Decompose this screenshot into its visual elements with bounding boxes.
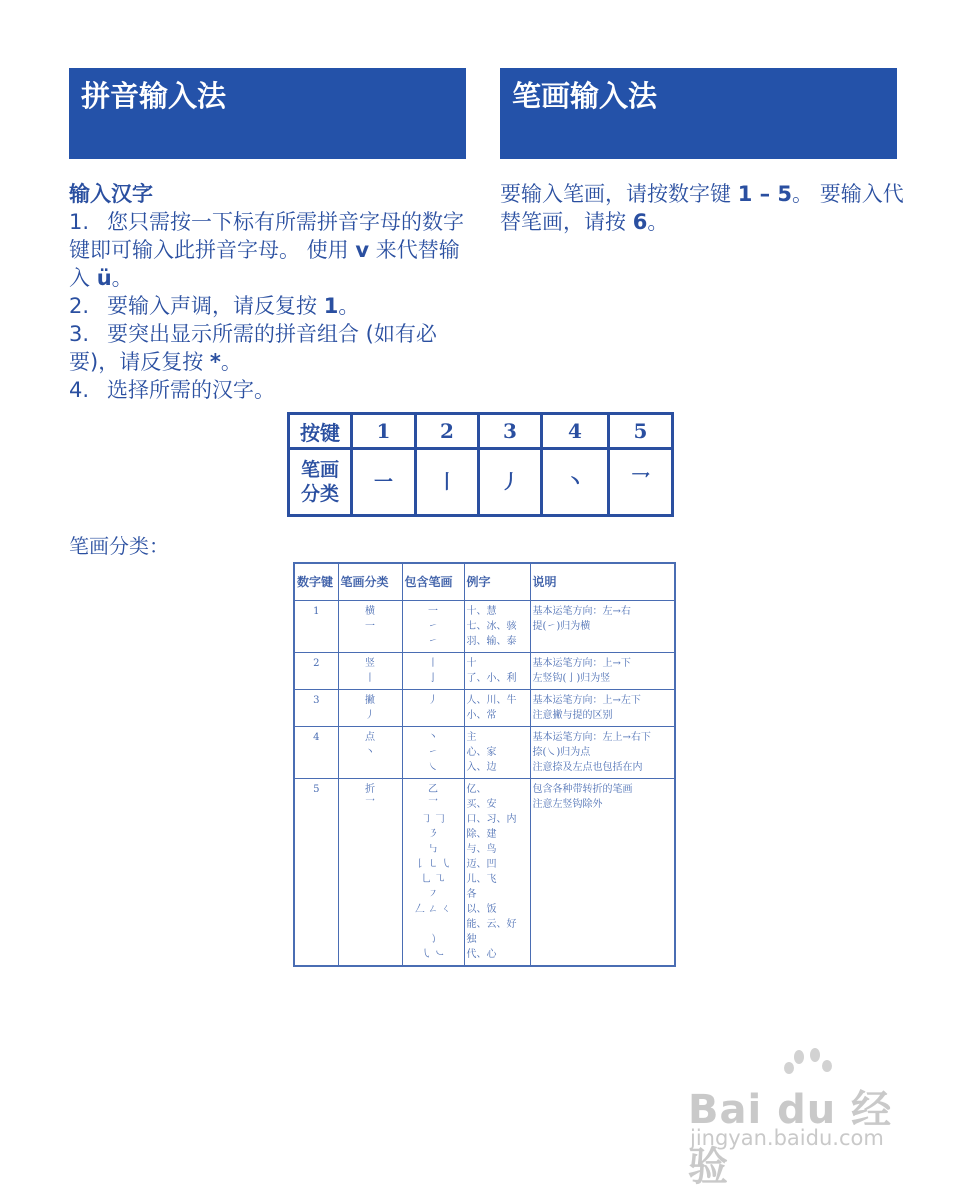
- step-text: 来代替输入: [69, 238, 460, 290]
- example-chars-cell: [464, 653, 530, 690]
- note-cell: [530, 653, 675, 690]
- cell-line: 心、家: [466, 747, 497, 758]
- stroke-classification-table: [293, 562, 676, 967]
- cell-line: 5: [313, 784, 320, 795]
- table-row: [294, 601, 675, 653]
- step-text: 您只需按一下标有所需拼音字母的数字键即可输入此拼音字母。 使用: [69, 210, 464, 262]
- stroke-cell: 乛: [609, 449, 673, 516]
- cell-line: 3: [313, 695, 320, 706]
- example-chars-cell: [464, 601, 530, 653]
- cell-line: 七、冰、骇: [466, 621, 517, 632]
- stroke-class-header: [289, 449, 352, 516]
- cell-line: 基本运笔方向：上→左下: [532, 695, 641, 706]
- cell-line: 乛: [428, 799, 438, 810]
- stroke-cell: 一: [352, 449, 416, 516]
- input-chinese-heading: 输入汉字: [69, 182, 153, 206]
- cell-line: ㇆ 𠃌: [421, 814, 445, 825]
- stroke-instruction: 。 要输入代替笔画，请按: [500, 182, 904, 234]
- example-chars-cell: [464, 690, 530, 727]
- included-strokes-cell: [402, 727, 464, 779]
- step-2: [69, 292, 469, 320]
- key-stroke-table: [287, 412, 674, 517]
- cell-line: 捺(㇏)归为点: [532, 747, 591, 758]
- stroke-class-header-line1: 笔画: [300, 459, 339, 481]
- key-number-cell: [294, 690, 338, 727]
- cell-line: 丿: [365, 710, 375, 721]
- cell-line: ㇀: [428, 747, 438, 758]
- note-cell: [530, 779, 675, 967]
- cell-line: 注意捺及左点也包括在内: [532, 762, 643, 773]
- cell-line: 了、小、利: [466, 673, 517, 684]
- cell-line: 4: [313, 732, 320, 743]
- table-body: [294, 601, 675, 967]
- example-chars-cell: [464, 779, 530, 967]
- step-key: ü: [96, 266, 112, 290]
- cell-line: 𠃋 ㄥ ㄑ: [414, 904, 452, 915]
- key-cell: 5: [609, 414, 673, 449]
- stroke-class-cell: [338, 653, 402, 690]
- step-3: [69, 320, 469, 376]
- cell-line: 基本运笔方向：上→下: [532, 658, 631, 669]
- cell-line: 亿、: [466, 784, 487, 795]
- key-cell: 2: [416, 414, 479, 449]
- cell-line: 丨: [365, 673, 375, 684]
- stroke-class-cell: [338, 690, 402, 727]
- cell-line: 丶: [365, 747, 375, 758]
- cell-line: 主: [466, 732, 477, 743]
- stroke-classification-label: 笔画分类：: [69, 534, 169, 558]
- cell-line: ㇂ ㇃: [421, 949, 445, 960]
- step-text: 要突出显示所需的拼音组合 (如有必要)，请反复按: [69, 322, 437, 374]
- stroke-instruction: 。: [647, 210, 669, 234]
- cell-line: 十、慧: [466, 606, 497, 617]
- cell-line: 与、鸟: [466, 844, 497, 855]
- cell-line: 提(㇀)归为横: [532, 621, 591, 632]
- stroke-cell: 丨: [416, 449, 479, 516]
- column-header: 例字: [464, 563, 530, 601]
- pinyin-input-banner: 拼音输入法: [69, 68, 466, 159]
- cell-line: ㇇: [428, 889, 438, 900]
- cell-line: 乛: [365, 799, 375, 810]
- alt-stroke-key: 6: [632, 210, 648, 234]
- column-header: 包含笔画: [402, 563, 464, 601]
- cell-line: 竖: [365, 658, 375, 669]
- cell-line: ㇏: [428, 762, 438, 773]
- stroke-class-cell: [338, 727, 402, 779]
- included-strokes-cell: [402, 690, 464, 727]
- watermark-logo-text: Bai du 经验: [688, 1087, 893, 1190]
- key-cell: 1: [352, 414, 416, 449]
- step-text: 选择所需的汉字。: [107, 378, 275, 402]
- stroke-cell: 丿: [479, 449, 542, 516]
- step-key: 1: [323, 294, 339, 318]
- cell-line: 横: [365, 606, 375, 617]
- cell-line: 乚 ㇈: [421, 874, 445, 885]
- key-number-cell: [294, 601, 338, 653]
- cell-line: 注意左竖钩除外: [532, 799, 603, 810]
- cell-line: 乙: [428, 784, 438, 795]
- cell-line: ㇀: [428, 636, 438, 647]
- cell-line: 能、云、好: [466, 919, 517, 930]
- cell-line: 十: [466, 658, 477, 669]
- key-header: 按键: [289, 414, 352, 449]
- step-number: 4.: [69, 378, 90, 402]
- stroke-instruction: 要输入笔画，请按数字键: [500, 182, 738, 206]
- stroke-class-cell: [338, 779, 402, 967]
- cell-line: ㇁: [428, 934, 438, 945]
- step-number: 1.: [69, 210, 90, 234]
- cell-line: 亅: [428, 673, 438, 684]
- cell-line: 以、饭: [466, 904, 497, 915]
- cell-line: 基本运笔方向：左→右: [532, 606, 631, 617]
- cell-line: 除、建: [466, 829, 497, 840]
- cell-line: [405, 917, 462, 932]
- note-cell: [530, 601, 675, 653]
- included-strokes-cell: [402, 779, 464, 967]
- cell-line: ㇋: [428, 829, 438, 840]
- included-strokes-cell: [402, 601, 464, 653]
- cell-line: 小、常: [466, 710, 497, 721]
- cell-line: 买、安: [466, 799, 497, 810]
- step-text: 。: [338, 294, 360, 318]
- step-4: [69, 376, 469, 404]
- cell-line: 儿、飞: [466, 874, 497, 885]
- cell-line: ㇉: [428, 844, 438, 855]
- table-row: [294, 653, 675, 690]
- key-number-cell: [294, 653, 338, 690]
- cell-line: 左竖钩(亅)归为竖: [532, 673, 611, 684]
- key-cell: 3: [479, 414, 542, 449]
- cell-line: 丶: [428, 732, 438, 743]
- cell-line: 点: [365, 732, 375, 743]
- step-text: 。: [111, 266, 133, 290]
- stroke-input-banner: 笔画输入法: [500, 68, 897, 159]
- stroke-class-cell: [338, 601, 402, 653]
- cell-line: 代、心: [466, 949, 497, 960]
- cell-line: 羽、输、泰: [466, 636, 517, 647]
- cell-line: 各: [466, 889, 477, 900]
- example-chars-cell: [464, 727, 530, 779]
- note-cell: [530, 690, 675, 727]
- watermark-url: jingyan.baidu.com: [690, 1126, 884, 1150]
- table-row: [294, 690, 675, 727]
- step-text: 。: [220, 350, 242, 374]
- stroke-cell: 丶: [542, 449, 609, 516]
- cell-line: 折: [365, 784, 375, 795]
- cell-line: 迈、凹: [466, 859, 497, 870]
- step-text: 要输入声调，请反复按: [107, 294, 324, 318]
- step-number: 3.: [69, 322, 90, 346]
- column-header: 笔画分类: [338, 563, 402, 601]
- table-row: [294, 727, 675, 779]
- note-cell: [530, 727, 675, 779]
- cell-line: 注意撇与提的区别: [532, 710, 613, 721]
- key-number-cell: [294, 779, 338, 967]
- step-1: [69, 208, 469, 292]
- stroke-section: [500, 180, 905, 236]
- cell-line: 独: [466, 934, 477, 945]
- pinyin-section: [69, 180, 469, 404]
- cell-line: 撇: [365, 695, 375, 706]
- column-header: 数字键: [294, 563, 338, 601]
- cell-line: 基本运笔方向：左上→右下: [532, 732, 651, 743]
- cell-line: 入、边: [466, 762, 497, 773]
- cell-line: 人、川、牛: [466, 695, 517, 706]
- stroke-class-header-line2: 分类: [300, 483, 339, 505]
- cell-line: 口、习、内: [466, 814, 517, 825]
- included-strokes-cell: [402, 653, 464, 690]
- key-cell: 4: [542, 414, 609, 449]
- key-number-cell: [294, 727, 338, 779]
- cell-line: 2: [313, 658, 320, 669]
- step-key: *: [209, 350, 221, 374]
- stroke-keys: 1 – 5: [737, 182, 793, 206]
- cell-line: 一: [365, 621, 375, 632]
- column-header: 说明: [530, 563, 675, 601]
- step-key: v: [355, 238, 370, 262]
- cell-line: 包含各种带转折的笔画: [532, 784, 633, 795]
- cell-line: 丨: [428, 658, 438, 669]
- cell-line: 𠄌 ㇄ ㇂: [414, 859, 452, 870]
- step-number: 2.: [69, 294, 90, 318]
- cell-line: 一: [428, 606, 438, 617]
- cell-line: 丿: [428, 695, 438, 706]
- cell-line: 1: [313, 606, 320, 617]
- cell-line: ㇀: [428, 621, 438, 632]
- table-row: [294, 779, 675, 967]
